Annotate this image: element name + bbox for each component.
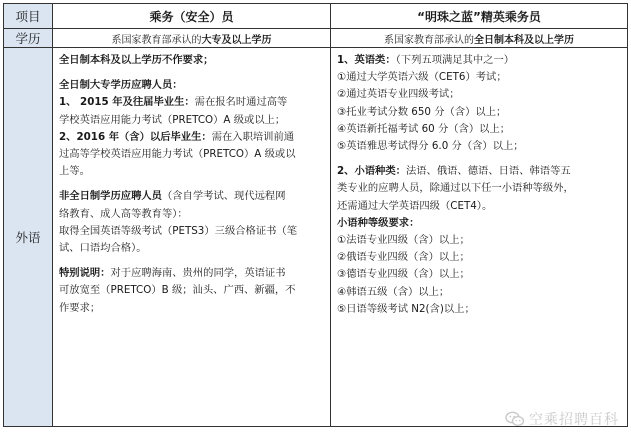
cabin-line-14: 作要求； — [59, 301, 101, 314]
education-elite — [331, 29, 628, 48]
cabin-line-5-rest: 需在入职培训前通 — [211, 130, 295, 143]
elite-line-7-rest: 法语、俄语、德语、日语、韩语等五 — [405, 165, 571, 178]
elite-line-3: ②通过英语专业四级考试； — [337, 88, 460, 101]
cabin-line-4: 学校英语应用能力考试（PRETCO）A 级或以上； — [59, 113, 286, 126]
elite-line-1-bold: 1、英语类： — [337, 54, 396, 66]
elite-line-10: 小语种等级要求： — [337, 216, 420, 229]
cabin-line-5 — [59, 129, 324, 146]
cabin-line-12 — [59, 265, 324, 282]
watermark — [505, 409, 619, 429]
elite-line-7-bold: 2、小语种类： — [337, 165, 406, 178]
cabin-line-9: 络教育、成人高等教育等）： — [59, 207, 188, 220]
education-cabin-pre: 系国家教育部承认的 — [111, 34, 202, 46]
education-label: 学历 — [4, 29, 53, 48]
elite-line-7 — [337, 163, 621, 180]
education-cabin-bold: 大专及以上学历 — [201, 34, 272, 46]
cabin-line-8 — [59, 188, 324, 205]
header-row — [4, 4, 628, 29]
header-cabin-attendant: 乘务（安全）员 — [53, 4, 331, 29]
watermark-text: 空乘招聘百科 — [529, 412, 619, 428]
language-row — [4, 48, 628, 427]
elite-line-1 — [337, 52, 621, 69]
elite-line-12: ②俄语专业四级（含）以上； — [337, 251, 470, 264]
elite-line-5: ④英语新托福考试 60 分（含）以上； — [337, 122, 511, 135]
cabin-line-2: 全日制大专学历应聘人员： — [59, 79, 183, 92]
education-cabin — [53, 29, 331, 48]
education-elite-pre: 系国家教育部承认的 — [384, 34, 474, 46]
elite-line-13: ③德语专业四级（含）以上； — [337, 268, 470, 281]
header-item: 项目 — [4, 4, 53, 29]
education-elite-bold: 全日制本科及以上学历 — [474, 34, 574, 46]
cabin-line-5-bold: 2、2016 年（含）以后毕业生： — [59, 130, 212, 143]
cabin-line-12-bold: 特别说明： — [59, 267, 111, 280]
elite-line-8: 类专业的应聘人员，除通过以下任一小语种等级外， — [337, 182, 574, 195]
cabin-line-7: 上等。 — [59, 165, 90, 178]
requirements-table — [3, 3, 628, 427]
elite-line-11: ①法语专业四级（含）以上； — [337, 234, 470, 247]
cabin-line-3-rest: 需在报名时通过高等 — [194, 96, 288, 109]
cabin-line-8-bold: 非全日制学历应聘人员 — [59, 190, 162, 203]
cabin-line-1: 全日制本科及以上学历不作要求； — [59, 54, 214, 66]
elite-line-4: ③托业考试分数 650 分（含）以上； — [337, 105, 507, 118]
elite-line-14: ④韩语五级（含）以上； — [337, 285, 450, 298]
requirements-table-wrapper — [3, 3, 627, 431]
elite-line-1-rest: （下列五项满足其中之一） — [395, 54, 515, 66]
elite-line-6: ⑤英语雅思考试得分 6.0 分（含）以上； — [337, 140, 524, 153]
cabin-line-13: 可放宽至（PRETCO）B 级；汕头、广西、新疆，不 — [59, 284, 296, 297]
cabin-line-12-rest: 对于应聘海南、贵州的同学，英语证书 — [110, 267, 286, 280]
cabin-line-3 — [59, 94, 324, 111]
cabin-line-3-bold: 1、 2015 年及往届毕业生： — [59, 96, 195, 109]
language-label: 外语 — [4, 48, 53, 427]
elite-line-9: 还需通过大学英语四级（CET4）。 — [337, 199, 493, 212]
header-elite-attendant: “明珠之蓝”精英乘务员 — [331, 4, 628, 29]
cabin-line-8-rest: （含自学考试、现代远程网 — [161, 190, 286, 203]
cabin-line-6: 过高等学校英语应用能力考试（PRETCO）A 级或以 — [59, 148, 296, 161]
wechat-icon — [505, 411, 525, 427]
cabin-line-10: 取得全国英语等级考试（PETS3）三级合格证书（笔 — [59, 224, 298, 237]
cabin-line-11: 试、口语均合格）。 — [59, 242, 147, 255]
education-row — [4, 29, 628, 48]
elite-line-2: ①通过大学英语六级（CET6）考试； — [337, 71, 507, 84]
language-cabin — [53, 48, 331, 427]
elite-line-15: ⑤日语等级考试 N2(含)以上； — [337, 302, 475, 315]
language-elite — [331, 48, 628, 427]
